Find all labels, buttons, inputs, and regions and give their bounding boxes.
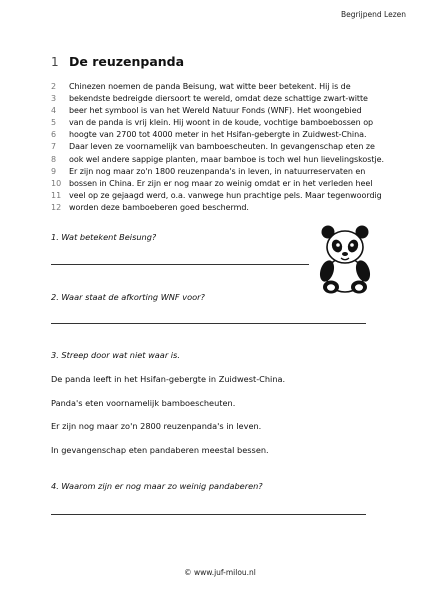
line-number: 12 xyxy=(51,202,62,212)
title-row xyxy=(51,54,184,69)
line-number: 8 xyxy=(51,154,57,164)
header-label: Begrijpend Lezen xyxy=(340,10,406,19)
line-text: Daar leven ze voornamelijk van bamboescheuten. In gevangenschap eten ze xyxy=(69,142,375,152)
reading-text xyxy=(51,81,411,214)
answer-line-2[interactable] xyxy=(51,323,366,324)
line-number: 5 xyxy=(51,118,57,128)
line-number: 3 xyxy=(51,94,57,104)
question-2: 2. Waar staat de afkorting WNF voor? xyxy=(51,292,205,302)
text-line xyxy=(51,81,411,93)
text-line xyxy=(51,190,411,202)
line-text: bekendste bedreigde diersoort te wereld, omdat deze schattige zwart-witte xyxy=(69,94,368,104)
text-line xyxy=(51,202,411,214)
line-text: van de panda is vrij klein. Hij woont in de koude, vochtige bamboebossen op xyxy=(69,118,374,128)
page-title: De reuzenpanda xyxy=(69,54,185,69)
statement-1[interactable]: De panda leeft in het Hsifan-gebergte in Zuidwest-China. xyxy=(51,374,286,384)
text-line xyxy=(51,117,411,129)
line-text: hoogte van 2700 tot 4000 meter in het Hsifan-gebergte in Zuidwest-China. xyxy=(69,130,367,140)
answer-line-4[interactable] xyxy=(51,514,366,515)
footer-credit: © www.juf-milou.nl xyxy=(184,568,256,577)
line-number: 4 xyxy=(51,106,57,116)
line-number: 7 xyxy=(51,142,57,152)
text-line xyxy=(51,178,411,190)
line-text: Chinezen noemen de panda Beisung, wat witte beer betekent. Hij is de xyxy=(69,82,351,91)
question-1: 1. Wat betekent Beisung? xyxy=(51,232,157,242)
line-number: 2 xyxy=(51,82,57,91)
answer-line-1[interactable] xyxy=(51,264,309,265)
line-number: 6 xyxy=(51,130,57,140)
text-line xyxy=(51,141,411,153)
text-line xyxy=(51,166,411,178)
line-text: beer het symbool is van het Wereld Natuur Fonds (WNF). Het woongebied xyxy=(69,106,362,116)
statement-3[interactable]: Er zijn nog maar zo'n 2800 reuzenpanda's in leven. xyxy=(51,421,262,431)
line-text: ook wel andere sappige planten, maar bamboe is toch wel hun lievelingskostje. xyxy=(69,154,384,164)
title-line-number: 1 xyxy=(51,55,59,69)
text-line xyxy=(51,154,411,166)
text-line xyxy=(51,129,411,141)
line-number: 10 xyxy=(51,178,62,188)
line-number: 11 xyxy=(51,190,62,200)
statement-4[interactable]: In gevangenschap eten pandaberen meestal bessen. xyxy=(51,445,269,455)
question-3: 3. Streep door wat niet waar is. xyxy=(51,350,180,360)
panda-icon xyxy=(314,223,376,295)
line-text: Er zijn nog maar zo'n 1800 reuzenpanda's in leven, in natuurreservaten en xyxy=(69,166,366,176)
line-number: 9 xyxy=(51,166,57,176)
line-text: veel op ze gejaagd werd, o.a. vanwege hun prachtige pels. Maar tegenwoordig xyxy=(69,190,382,200)
line-text: worden deze bamboeberen goed beschermd. xyxy=(69,202,249,212)
text-line xyxy=(51,93,411,105)
statement-2[interactable]: Panda's eten voornamelijk bamboescheuten. xyxy=(51,398,236,408)
line-text: bossen in China. Er zijn er nog maar zo weinig omdat er in het verleden heel xyxy=(69,178,373,188)
text-line xyxy=(51,105,411,117)
question-4: 4. Waarom zijn er nog maar zo weinig pandaberen? xyxy=(51,481,263,491)
